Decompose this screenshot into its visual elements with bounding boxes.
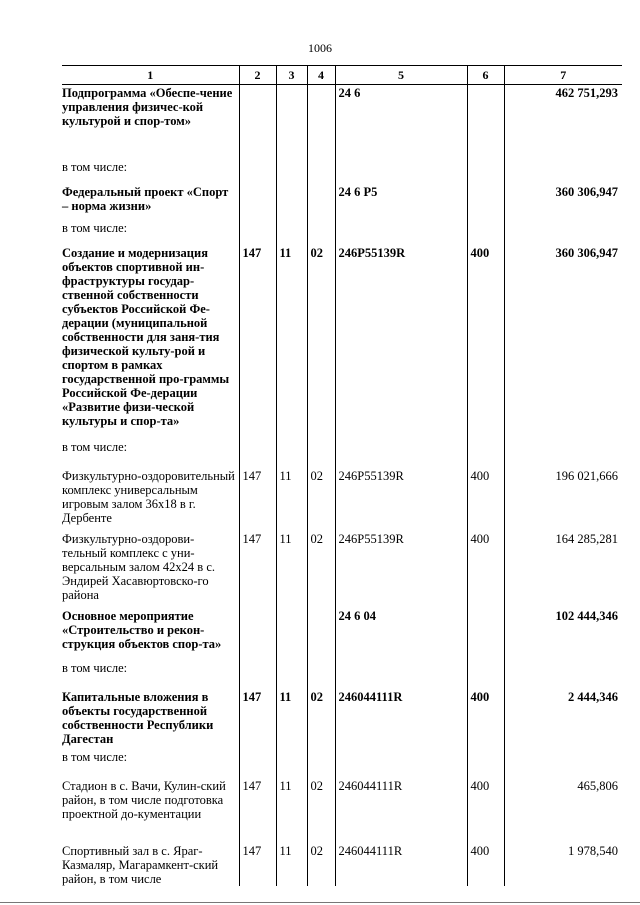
- row-expense-type: [467, 602, 504, 657]
- row-name: Спортивный зал в с. Яраг-Казмаляр, Магарамкент-ский район, в том числе: [62, 844, 219, 886]
- column-header-3: 3: [276, 66, 307, 85]
- row-expense-type: 400: [467, 837, 504, 886]
- row-expense-type: [467, 156, 504, 182]
- table-row-vachi-stadium: [62, 772, 622, 837]
- row-amount: [504, 657, 622, 683]
- row-section: 11: [276, 837, 307, 886]
- row-subsection: [307, 657, 335, 683]
- table-row-including: [62, 436, 622, 462]
- row-subsection: [307, 156, 335, 182]
- row-subsection: 02: [307, 683, 335, 746]
- row-amount: 102 444,346: [504, 602, 622, 657]
- row-subsection: 02: [307, 243, 335, 436]
- row-expense-type: 400: [467, 772, 504, 837]
- row-target-code: [335, 217, 467, 243]
- row-target-code: 24 6: [335, 85, 467, 157]
- row-amount: 164 285,281: [504, 525, 622, 602]
- row-expense-type: 400: [467, 683, 504, 746]
- row-name: Федеральный проект «Спорт – норма жизни»: [62, 185, 229, 213]
- row-name: Создание и модернизация объектов спортивной ин-фраструктуры государ-ственной собственности субъектов Российской Фе-дерации (муниципальной собственности для заня-тия физической культу-рой и спортом в рамках государственной про-граммы Российской Фе-дерации «Развитие физи-ческой культуры и спор-та»: [62, 246, 230, 428]
- row-ministry: [239, 156, 276, 182]
- row-amount: 196 021,666: [504, 462, 622, 525]
- row-amount: 2 444,346: [504, 683, 622, 746]
- row-name: Подпрограмма «Обеспе-чение управления физичес-кой культурой и спор-том»: [62, 86, 233, 128]
- row-target-code: 24 6 04: [335, 602, 467, 657]
- row-subsection: 02: [307, 462, 335, 525]
- row-target-code: 246P55139R: [335, 462, 467, 525]
- row-section: [276, 217, 307, 243]
- row-ministry: 147: [239, 525, 276, 602]
- row-amount: [504, 156, 622, 182]
- row-section: [276, 602, 307, 657]
- table-row-yarag-kazmalyar-hall: [62, 837, 622, 886]
- row-subsection: [307, 746, 335, 772]
- table-row-including: [62, 217, 622, 243]
- page-number: 1006: [308, 41, 332, 55]
- row-name: Капитальные вложения в объекты государственной собственности Республики Дагестан: [62, 690, 214, 746]
- row-section: 11: [276, 683, 307, 746]
- row-expense-type: 400: [467, 243, 504, 436]
- row-subsection: [307, 436, 335, 462]
- row-name: Стадион в с. Вачи, Кулин-ский район, в том числе подготовка проектной до-кументации: [62, 779, 226, 821]
- row-section: [276, 436, 307, 462]
- row-subsection: [307, 182, 335, 217]
- row-ministry: 147: [239, 462, 276, 525]
- row-amount: [504, 217, 622, 243]
- column-header-6: 6: [467, 66, 504, 85]
- row-section: 11: [276, 525, 307, 602]
- row-target-code: 246044111R: [335, 683, 467, 746]
- row-amount: 360 306,947: [504, 243, 622, 436]
- row-section: [276, 156, 307, 182]
- row-amount: 462 751,293: [504, 85, 622, 157]
- row-ministry: [239, 602, 276, 657]
- row-target-code: 246P55139R: [335, 525, 467, 602]
- row-amount: 1 978,540: [504, 837, 622, 886]
- row-expense-type: [467, 85, 504, 157]
- row-amount: 360 306,947: [504, 182, 622, 217]
- row-expense-type: [467, 657, 504, 683]
- row-expense-type: [467, 217, 504, 243]
- row-section: [276, 657, 307, 683]
- table-row-including: [62, 657, 622, 683]
- row-name: Физкультурно-оздоровительный комплекс универсальным игровым залом 36х18 в г. Дербенте: [62, 469, 235, 525]
- row-ministry: [239, 657, 276, 683]
- row-ministry: [239, 436, 276, 462]
- table-row-subprogram: [62, 85, 622, 157]
- row-subsection: 02: [307, 772, 335, 837]
- table-row-including: [62, 156, 622, 182]
- table-header: [62, 66, 622, 85]
- row-section: 11: [276, 772, 307, 837]
- row-section: 11: [276, 243, 307, 436]
- budget-table: [62, 65, 622, 886]
- row-amount: [504, 746, 622, 772]
- row-ministry: [239, 746, 276, 772]
- row-subsection: [307, 602, 335, 657]
- row-ministry: [239, 217, 276, 243]
- row-target-code: 246P55139R: [335, 243, 467, 436]
- row-target-code: [335, 156, 467, 182]
- table-row-endirey-complex: [62, 525, 622, 602]
- row-ministry: [239, 85, 276, 157]
- row-section: 11: [276, 462, 307, 525]
- row-subsection: 02: [307, 837, 335, 886]
- row-ministry: [239, 182, 276, 217]
- column-header-4: 4: [307, 66, 335, 85]
- row-target-code: 246044111R: [335, 772, 467, 837]
- row-section: [276, 746, 307, 772]
- column-header-2: 2: [239, 66, 276, 85]
- row-expense-type: [467, 182, 504, 217]
- row-subsection: [307, 217, 335, 243]
- row-ministry: 147: [239, 772, 276, 837]
- row-expense-type: [467, 746, 504, 772]
- table-row-derbent-complex: [62, 462, 622, 525]
- column-header-1: 1: [62, 66, 239, 85]
- row-name: в том числе:: [62, 750, 128, 764]
- row-target-code: [335, 746, 467, 772]
- table-row-main-activity: [62, 602, 622, 657]
- row-name: в том числе:: [62, 661, 128, 675]
- header-row: [62, 66, 622, 85]
- row-amount: 465,806: [504, 772, 622, 837]
- row-section: [276, 182, 307, 217]
- row-name: в том числе:: [62, 160, 128, 174]
- row-name: Физкультурно-оздорови-тельный комплекс с уни-версальным залом 42х24 в с. Эндирей Хасавюртовско-го района: [62, 532, 216, 602]
- row-target-code: [335, 436, 467, 462]
- row-expense-type: 400: [467, 525, 504, 602]
- table-row-sports-infrastructure: [62, 243, 622, 436]
- row-name: Основное мероприятие «Строительство и рекон-струкция объектов спор-та»: [62, 609, 222, 651]
- budget-table-container: [62, 65, 622, 886]
- table-row-including: [62, 746, 622, 772]
- page-bottom-edge: [0, 902, 640, 903]
- row-expense-type: 400: [467, 462, 504, 525]
- row-ministry: 147: [239, 837, 276, 886]
- row-subsection: 02: [307, 525, 335, 602]
- row-section: [276, 85, 307, 157]
- row-ministry: 147: [239, 683, 276, 746]
- table-row-capital-investments: [62, 683, 622, 746]
- row-name: в том числе:: [62, 440, 128, 454]
- row-ministry: 147: [239, 243, 276, 436]
- column-header-5: 5: [335, 66, 467, 85]
- row-name: в том числе:: [62, 221, 128, 235]
- column-header-7: 7: [504, 66, 622, 85]
- row-subsection: [307, 85, 335, 157]
- row-amount: [504, 436, 622, 462]
- row-target-code: 24 6 P5: [335, 182, 467, 217]
- table-row-federal-project: [62, 182, 622, 217]
- row-target-code: 246044111R: [335, 837, 467, 886]
- row-expense-type: [467, 436, 504, 462]
- row-target-code: [335, 657, 467, 683]
- table-body: [62, 85, 622, 887]
